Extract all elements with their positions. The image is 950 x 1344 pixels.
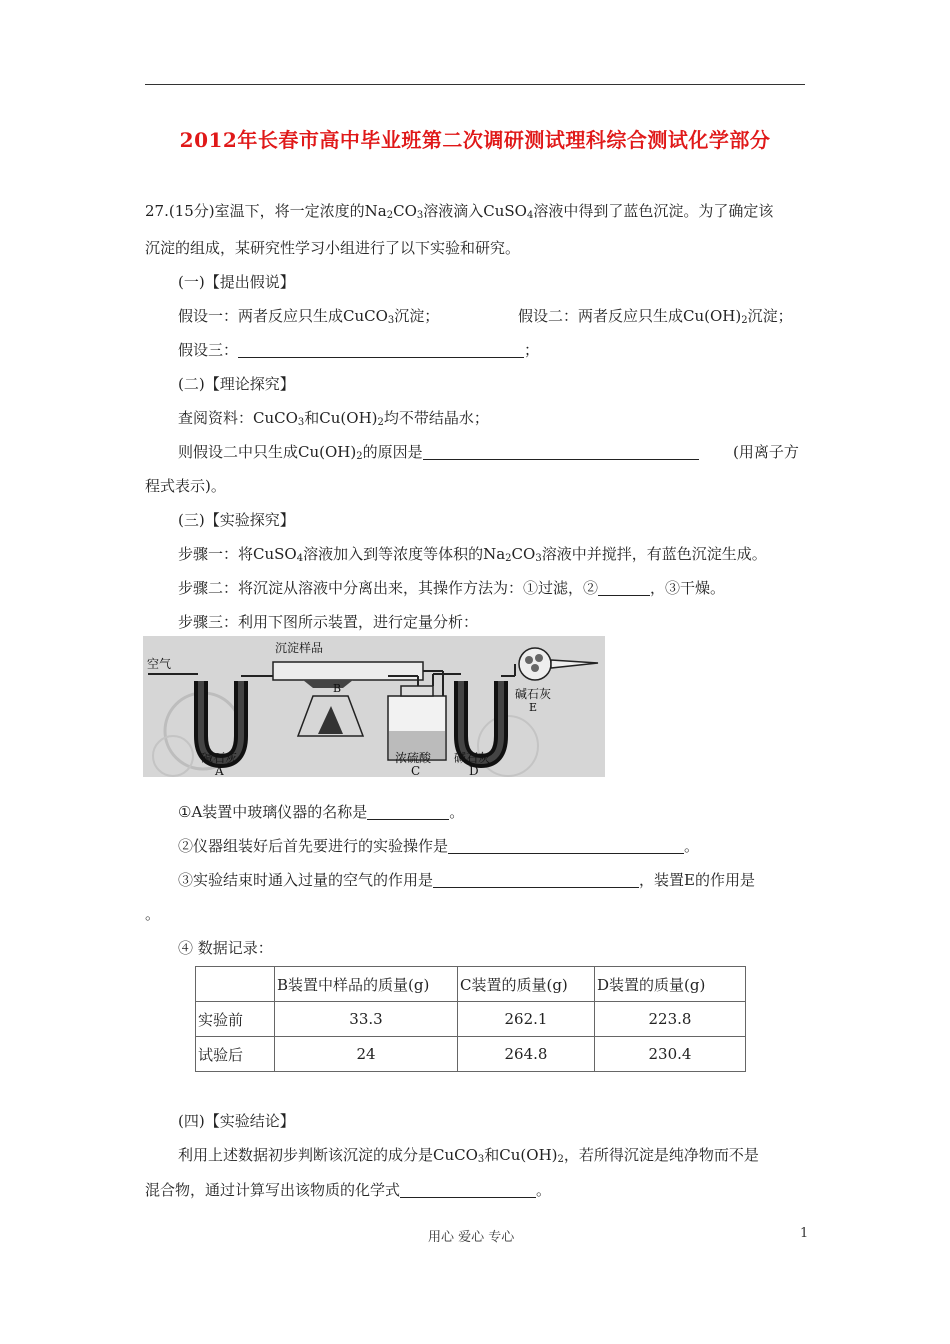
label-a: A [215, 764, 224, 777]
label-sample: 沉淀样品 [275, 641, 324, 655]
label-soda-lime-a: 碱石灰 [201, 751, 238, 765]
apparatus-diagram [143, 636, 605, 777]
apparatus-figure [143, 636, 605, 777]
label-acid: 浓硫酸 [395, 751, 432, 765]
step-2-blank[interactable] [598, 580, 650, 596]
conclusion-line-2: 混合物，通过计算写出该物质的化学式 。 [145, 1181, 552, 1199]
table-header-cell: C装置的质量(g) [458, 967, 595, 1002]
table-cell: 223.8 [595, 1002, 746, 1037]
intro-line-1: 27.(15分)室温下，将一定浓度的$Na_2CO_3$溶液滴入CuSO$_4$溶液中得到了蓝色沉淀。为了确定该 [145, 202, 774, 221]
label-air: 空气 [147, 657, 172, 671]
step-1: 步骤一：将CuSO$_4$溶液加入到等浓度等体积的$Na_2CO_3$溶液中并搅拌，有蓝色沉淀生成。 [178, 545, 767, 564]
question-4: ④ 数据记录： [178, 939, 273, 957]
conclusion-line-1: 利用上述数据初步判断该沉淀的成分是CuCO$_3$和$Cu(OH)_2$，若所得沉淀是纯净物而不是 [178, 1146, 759, 1165]
question-2: ②仪器组装好后首先要进行的实验操作是 。 [178, 837, 700, 855]
section-conclusion-heading: (四)【实验结论】 [178, 1112, 295, 1130]
question-3: ③实验结束时通入过量的空气的作用是 ，装置E的作用是 [178, 871, 755, 889]
table-row [196, 1037, 746, 1072]
label-c: C [411, 764, 421, 777]
hypothesis-1: 假设一：两者反应只生成CuCO$_3$沉淀； [178, 307, 440, 326]
table-cell: 33.3 [275, 1002, 458, 1037]
label-soda-lime-d: 碱石灰 [454, 751, 491, 765]
section-theory-heading: (二)【理论探究】 [178, 375, 295, 393]
page-number: 1 [800, 1226, 809, 1241]
table-cell: 262.1 [458, 1002, 595, 1037]
question-2-blank[interactable] [448, 838, 684, 854]
intro-line-2: 沉淀的组成，某研究性学习小组进行了以下实验和研究。 [145, 239, 521, 257]
table-header-row [196, 967, 746, 1002]
label-soda-lime-e: 碱石灰 [515, 687, 552, 701]
hypothesis-2: 假设二：两者反应只生成$Cu(OH)_2$沉淀； [518, 307, 793, 326]
table-cell: 230.4 [595, 1037, 746, 1072]
table-cell: 试验后 [196, 1037, 275, 1072]
table-cell: 264.8 [458, 1037, 595, 1072]
formula-blank[interactable] [400, 1182, 536, 1198]
table-row [196, 1002, 746, 1037]
header-rule [145, 84, 805, 85]
question-1: ①A装置中玻璃仪器的名称是 。 [178, 803, 465, 821]
step-2: 步骤二：将沉淀从溶液中分离出来，其操作方法为：①过滤，② ，③干燥。 [178, 579, 726, 597]
reason-note: (用离子方 [733, 443, 799, 461]
table-header-cell [196, 967, 275, 1002]
question-1-blank[interactable] [367, 804, 449, 820]
label-e: E [529, 701, 538, 714]
label-b: B [333, 682, 342, 695]
hypothesis-3-blank[interactable] [238, 342, 524, 358]
reason-line-2: 程式表示)。 [145, 477, 226, 495]
question-3-blank[interactable] [433, 872, 639, 888]
label-d: D [469, 764, 479, 777]
table-cell: 实验前 [196, 1002, 275, 1037]
table-cell: 24 [275, 1037, 458, 1072]
section-experiment-heading: (三)【实验探究】 [178, 511, 295, 529]
data-table [195, 966, 746, 1072]
table-header-cell: B装置中样品的质量(g) [275, 967, 458, 1002]
footer-motto: 用心 爱心 专心 [428, 1230, 515, 1245]
hypothesis-3: 假设三： ； [178, 341, 540, 359]
reference-line: 查阅资料：CuCO$_3$和$Cu(OH)_2$均不带结晶水； [178, 409, 489, 428]
page-title: 2012年长春市高中毕业班第二次调研测试理科综合测试化学部分 [179, 128, 771, 152]
table-header-cell: D装置的质量(g) [595, 967, 746, 1002]
reason-line: 则假设二中只生成$Cu(OH)_2$的原因是 [178, 441, 699, 462]
question-3-line-2: 。 [145, 905, 161, 923]
reason-blank[interactable] [423, 444, 699, 460]
step-3: 步骤三：利用下图所示装置，进行定量分析： [178, 613, 479, 631]
section-hypothesis-heading: (一)【提出假说】 [178, 273, 295, 291]
